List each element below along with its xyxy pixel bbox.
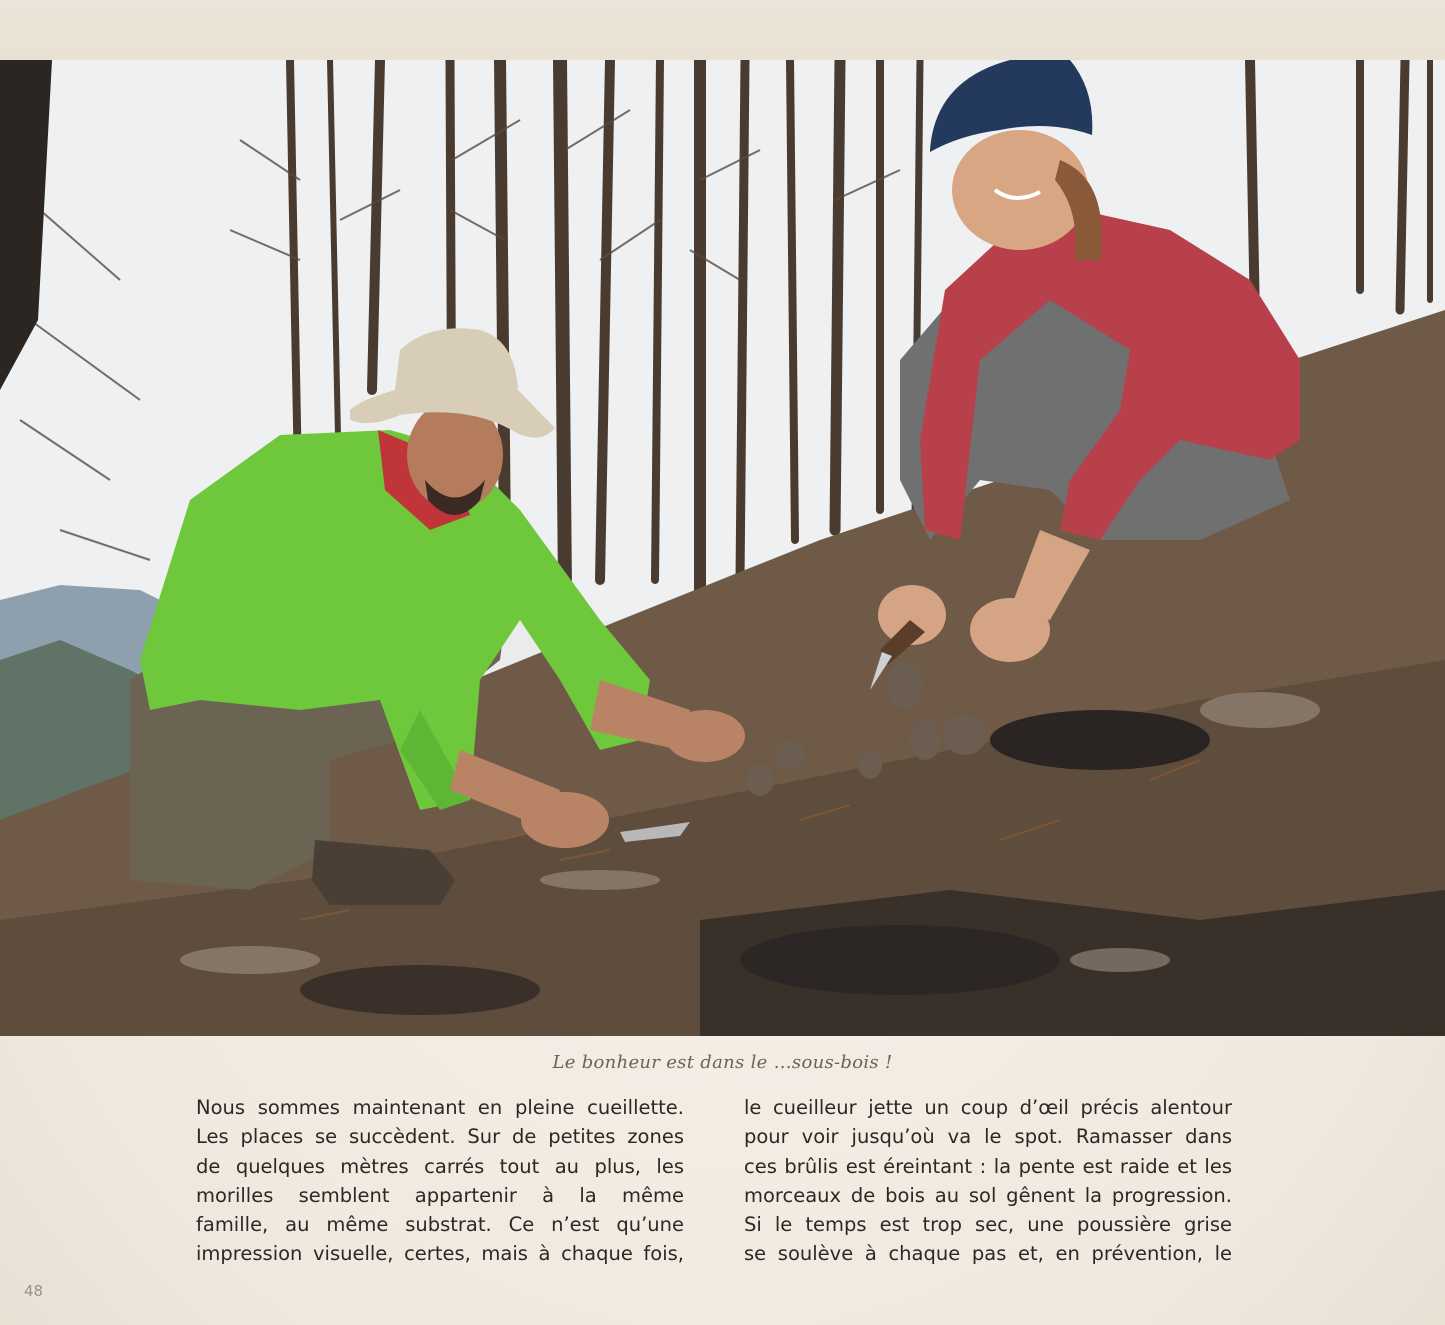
text-column-left xyxy=(196,1093,684,1269)
text-line: ces brûlis est éreintant : la pente est raide et les xyxy=(744,1154,1232,1178)
top-band xyxy=(0,0,1445,60)
text-line: morilles semblent appartenir à la même xyxy=(196,1183,684,1207)
text-line: le cueilleur jette un coup d’œil précis alentour xyxy=(744,1096,1232,1119)
text-line: Les places se succèdent. Sur de petites zones xyxy=(196,1125,684,1149)
text-line: impression visuelle, certes, mais à chaque fois, xyxy=(196,1242,684,1266)
text-line: famille, au même substrat. Ce n’est qu’une xyxy=(196,1213,684,1237)
text-line: Si le temps est trop sec, une poussière grise xyxy=(744,1213,1232,1237)
photo-caption: Le bonheur est dans le …sous-bois ! xyxy=(552,1052,893,1073)
text-line: de quelques mètres carrés tout au plus, les xyxy=(196,1154,684,1178)
text-line: morceaux de bois au sol gênent la progression. xyxy=(744,1183,1232,1207)
text-line: pour voir jusqu’où va le spot. Ramasser dans xyxy=(744,1125,1232,1149)
page-number: 48 xyxy=(24,1282,44,1300)
text-line: se soulève à chaque pas et, en prévention, le xyxy=(744,1242,1232,1266)
text-column-right xyxy=(744,1093,1232,1269)
text-line: Nous sommes maintenant en pleine cueillette. xyxy=(196,1096,684,1119)
morel-foraging-photo xyxy=(0,60,1445,1036)
